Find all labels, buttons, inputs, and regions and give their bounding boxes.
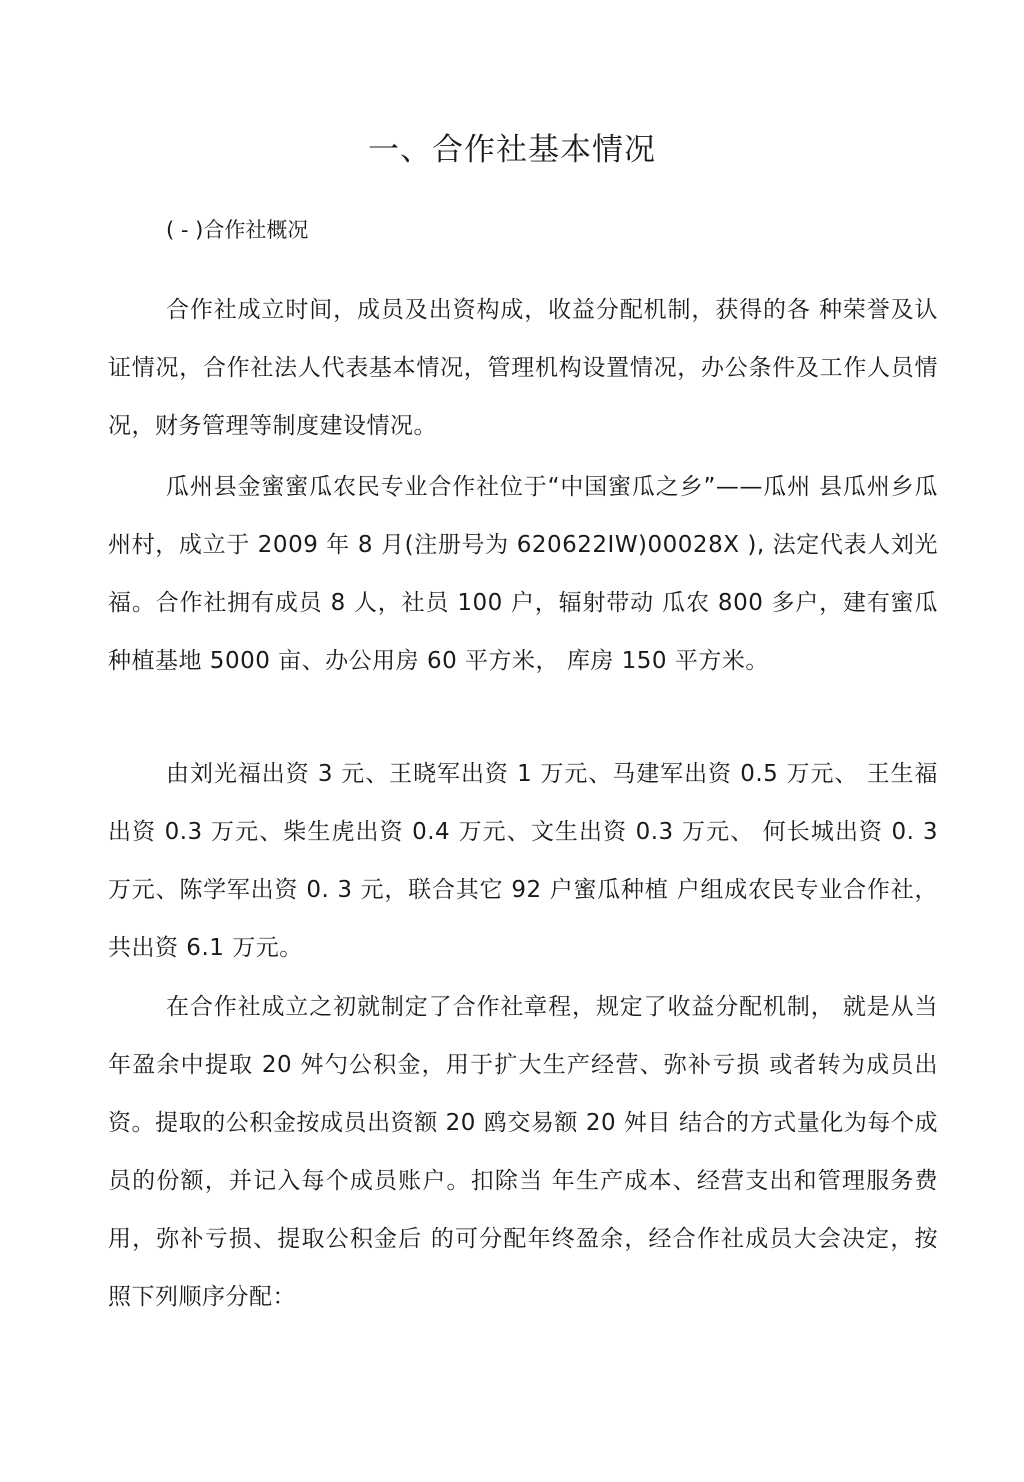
section-heading: ( - )合作社概况 — [166, 218, 309, 242]
paragraph-overview-scope: 合作社成立时间，成员及出资构成，收益分配机制，获得的各 种荣誉及认证情况，合作社法人代表基本情况，管理机构设置情况，办公条件及工作人员情况，财务管理等制度建设情况。 — [108, 297, 938, 439]
paragraph-capital-contributions: 由刘光福出资 3 元、王晓军出资 1 万元、马建军出资 0.5 万元、 王生福出资 0.3 万元、柴生虎出资 0.4 万元、文生出资 0.3 万元、 何长城出资 0. 3 万元、陈学军出资 0. 3 元，联合其它 92 户蜜瓜种植 户组成农民专业合作社，共出资 6.1 万元。 — [108, 761, 938, 961]
paragraph-profit-distribution: 在合作社成立之初就制定了合作社章程，规定了收益分配机制， 就是从当年盈余中提取 20 舛勺公积金，用于扩大生产经营、弥补亏损 或者转为成员出资。提取的公积金按成员出资额 20 鸥交易额 20 舛目 结合的方式量化为每个成员的份额，并记入每个成员账户。扣除当 年生产成本、经营支出和管理服务费用，弥补亏损、提取公积金后 的可分配年终盈余，经合作社成员大会决定，按照下列顺序分配： — [108, 994, 938, 1310]
paragraph-cooperative-profile: 瓜州县金蜜蜜瓜农民专业合作社位于“中国蜜瓜之乡”——瓜州 县瓜州乡瓜州村，成立于 2009 年 8 月(注册号为 620622IW)00028X ), 法定代表人刘光福。合作社拥有成员 8 人，社员 100 户，辐射带动 瓜农 800 多户，建有蜜瓜种植基地 5000 亩、办公用房 60 平方米， 库房 150 平方米。 — [108, 474, 938, 674]
document-title: 一、合作社基本情况 — [368, 132, 656, 168]
